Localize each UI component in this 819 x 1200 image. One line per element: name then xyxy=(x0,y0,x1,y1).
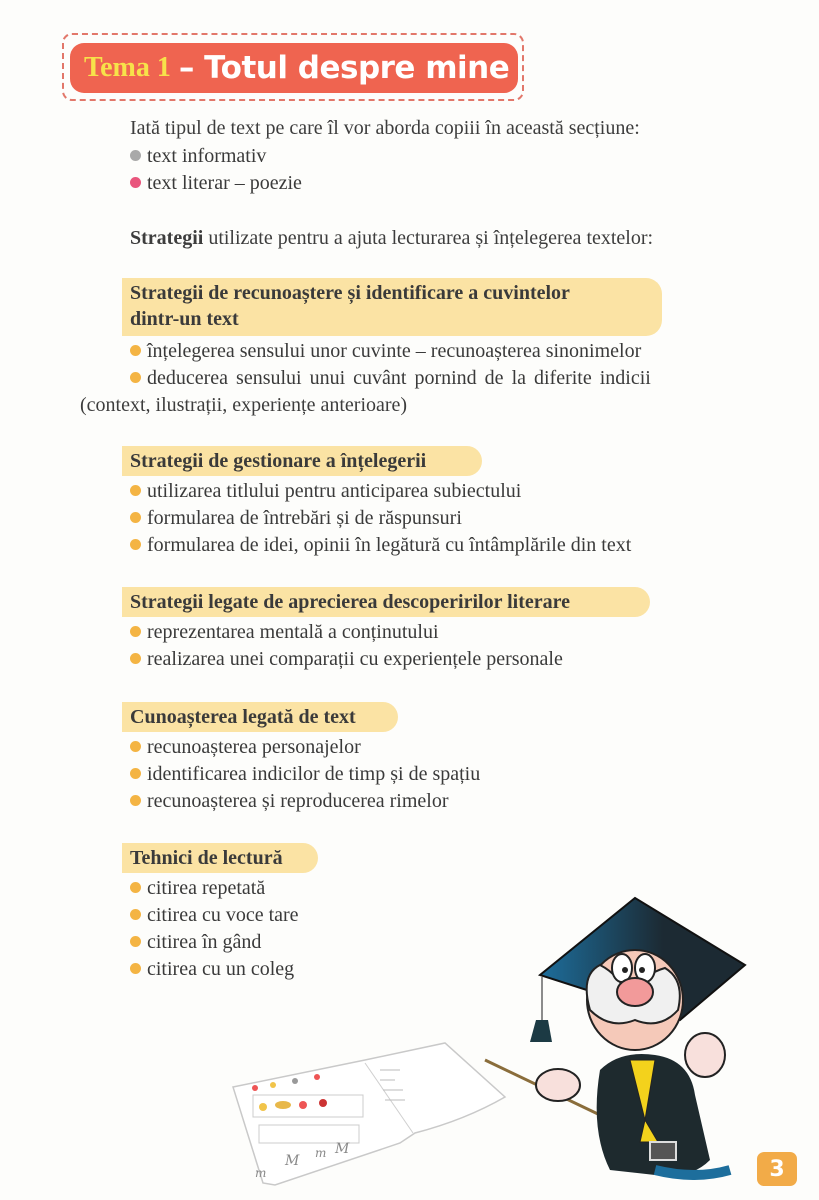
bullet-icon xyxy=(130,372,141,383)
bullet-icon xyxy=(130,963,141,974)
section-list xyxy=(130,619,563,673)
strategies-intro: Strategii utilizate pentru a ajuta lecturarea și înțelegerea textelor: xyxy=(130,227,654,249)
list-item: recunoașterea personajelor xyxy=(130,734,480,761)
list-item: identificarea indicilor de timp și de spațiu xyxy=(130,761,480,788)
list-item: citirea cu un coleg xyxy=(130,956,299,983)
svg-text:M: M xyxy=(285,1153,300,1169)
section-heading: Tehnici de lectură xyxy=(122,843,318,873)
section-list xyxy=(130,875,299,983)
bullet-icon xyxy=(130,345,141,356)
list-item-continuation: (context, ilustrații, experiențe anterioare) xyxy=(80,394,408,416)
text-types-list xyxy=(130,143,302,197)
section-list xyxy=(130,478,631,559)
intro-text: Iată tipul de text pe care îl vor aborda copiii în această secțiune: xyxy=(130,117,640,139)
professor-mascot-illustration xyxy=(480,880,760,1180)
page-number-badge: 3 xyxy=(757,1152,797,1186)
svg-text:m: m xyxy=(315,1146,327,1160)
section-heading: Strategii de gestionare a înțelegerii xyxy=(122,446,482,476)
list-item: recunoașterea și reproducerea rimelor xyxy=(130,788,480,815)
section-heading: Strategii legate de aprecierea descoperirilor literare xyxy=(122,587,650,617)
page-title xyxy=(70,43,518,93)
bullet-icon xyxy=(130,653,141,664)
bullet-icon xyxy=(130,768,141,779)
svg-text:M: M xyxy=(335,1141,350,1157)
bullet-icon xyxy=(130,741,141,752)
bullet-icon xyxy=(130,936,141,947)
bullet-icon xyxy=(130,485,141,496)
list-item: formularea de întrebări și de răspunsuri xyxy=(130,505,631,532)
list-item: formularea de idei, opinii în legătură cu întâmplările din text xyxy=(130,532,631,559)
workbook-illustration xyxy=(215,1025,525,1190)
bullet-icon xyxy=(130,512,141,523)
bullet-icon xyxy=(130,909,141,920)
list-item: citirea repetată xyxy=(130,875,299,902)
bullet-icon xyxy=(130,882,141,893)
section-list xyxy=(130,338,651,392)
list-item: deducerea sensului unui cuvânt pornind de la diferite indicii xyxy=(130,365,651,392)
theme-title: – Totul despre mine xyxy=(178,50,510,86)
list-item: citirea în gând xyxy=(130,929,299,956)
bullet-icon xyxy=(130,626,141,637)
section-heading: Strategii de recunoaștere și identificare a cuvintelor dintr-un text xyxy=(122,278,662,336)
bullet-icon xyxy=(130,177,141,188)
list-item: reprezentarea mentală a conținutului xyxy=(130,619,563,646)
list-item: text informativ xyxy=(130,143,302,170)
bullet-icon xyxy=(130,539,141,550)
bullet-icon xyxy=(130,795,141,806)
theme-number: Tema 1 xyxy=(84,52,171,83)
list-item: realizarea unei comparații cu experiențele personale xyxy=(130,646,563,673)
list-item: utilizarea titlului pentru anticiparea subiectului xyxy=(130,478,631,505)
section-list xyxy=(130,734,480,815)
section-heading: Cunoașterea legată de text xyxy=(122,702,398,732)
list-item: citirea cu voce tare xyxy=(130,902,299,929)
list-item: înțelegerea sensului unor cuvinte – recunoașterea sinonimelor xyxy=(130,338,651,365)
list-item: text literar – poezie xyxy=(130,170,302,197)
bullet-icon xyxy=(130,150,141,161)
svg-text:m: m xyxy=(255,1166,267,1180)
